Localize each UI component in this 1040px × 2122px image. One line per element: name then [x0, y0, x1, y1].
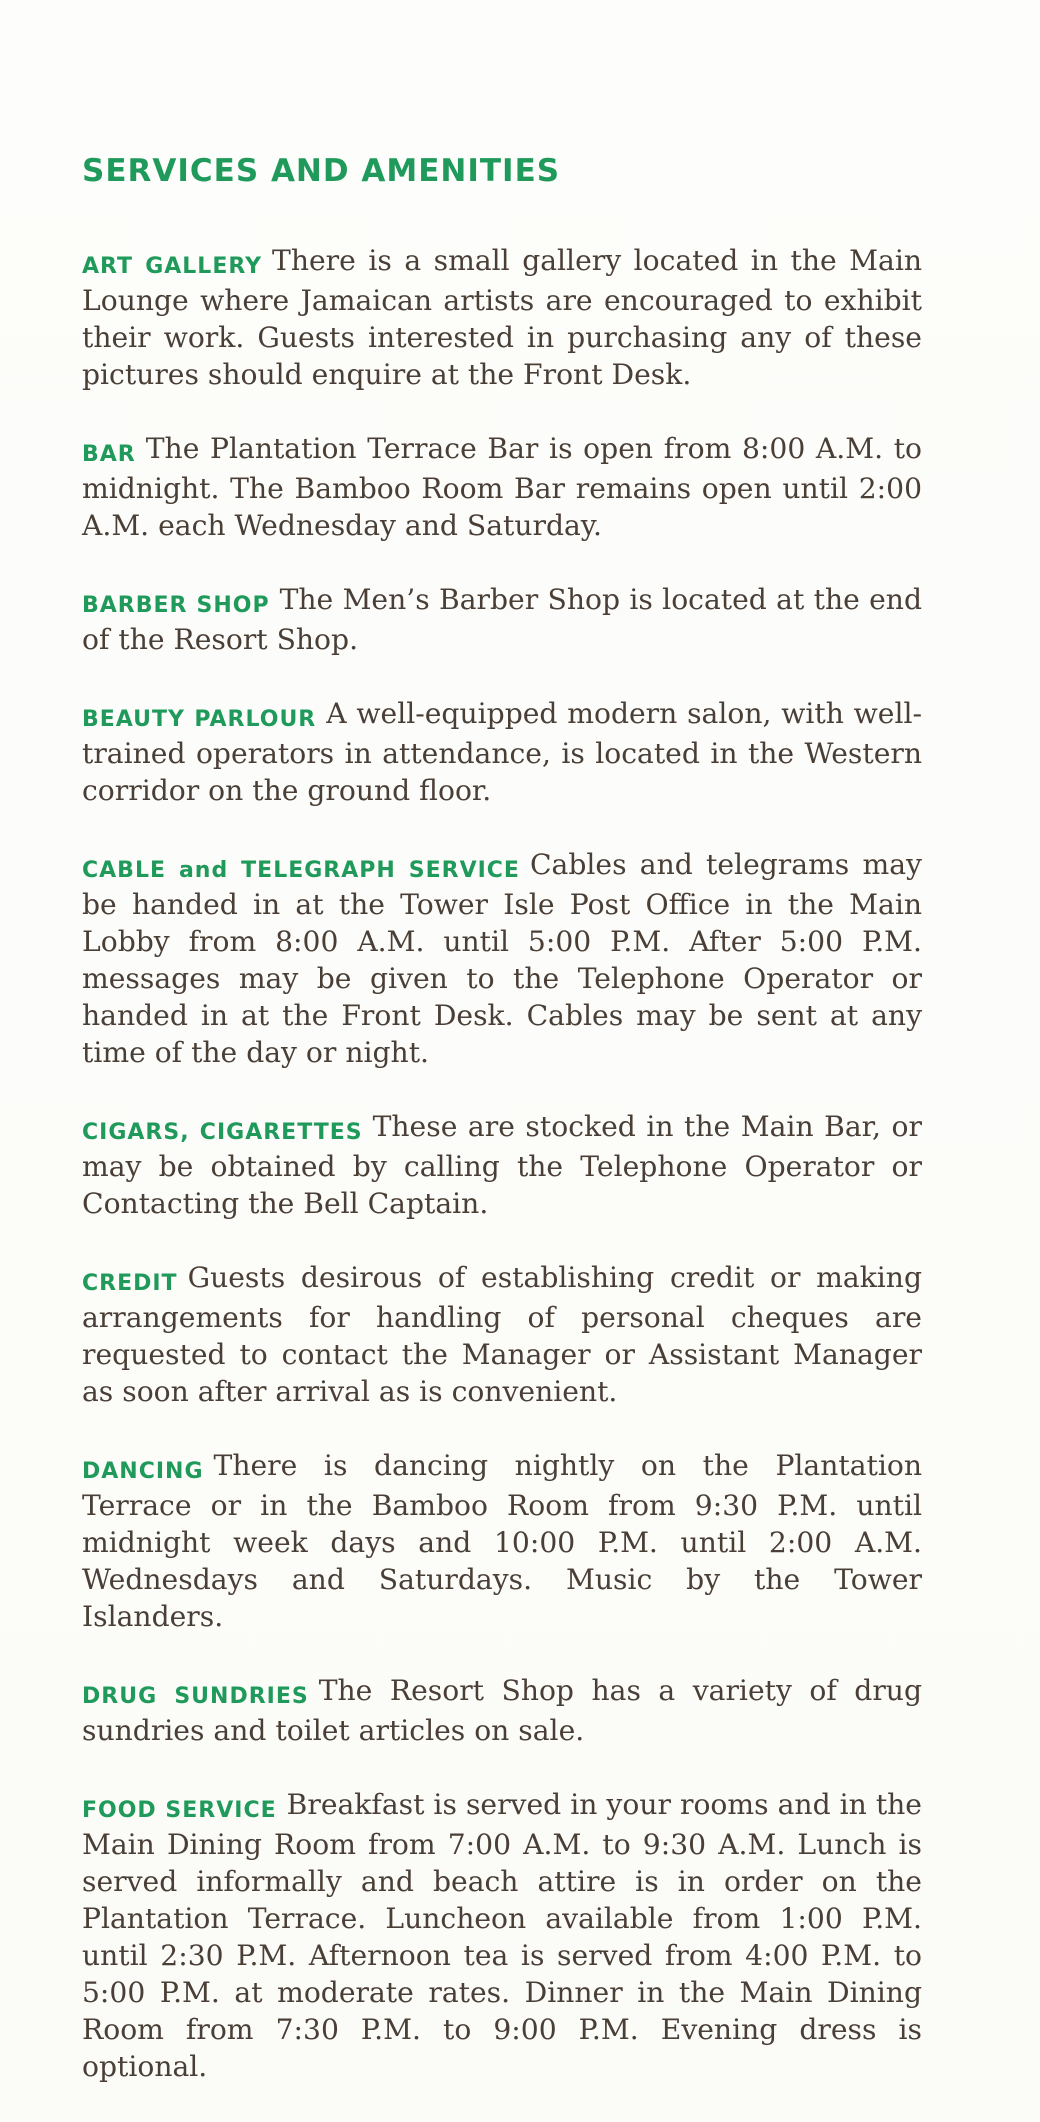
entry-text: A well-equipped modern salon, with well-trained operators in attendance, is located in the Western corridor on the ground floor. [82, 697, 922, 807]
entry-bar [82, 430, 922, 544]
entry-text: Breakfast is served in your rooms and in the Main Dining Room from 7:00 A.M. to 9:30 A.M. Lunch is served informally and beach attire is in order on the Plantation Terrace. Luncheon available from 1:00 P.M. until 2:30 P.M. Afternoon tea is served from 4:00 P.M. to 5:00 P.M. at moderate rates. Dinner in the Main Dining Room from 7:30 P.M. to 9:00 P.M. Evening dress is optional. [82, 1788, 922, 2083]
entry-text: There is dancing nightly on the Plantation Terrace or in the Bamboo Room from 9:30 P.M. until midnight week days and 10:00 P.M. until 2:00 A.M. Wednesdays and Saturdays. Music by the Tower Islanders. [82, 1449, 922, 1633]
page-content [82, 152, 922, 2122]
entry-text: These are stocked in the Main Bar, or may be obtained by calling the Telephone Operator or Contacting the Bell Captain. [82, 1110, 922, 1220]
entry-label: CABLE and TELEGRAPH SERVICE [82, 858, 520, 883]
entry-art-gallery [82, 242, 922, 393]
entry-label: CIGARS, CIGARETTES [82, 1120, 363, 1145]
entry-barber-shop [82, 581, 922, 658]
entry-text: Guests desirous of establishing credit or making arrangements for handling of personal cheques are requested to contact the Manager or Assistant Manager as soon after arrival as is convenient. [82, 1261, 922, 1408]
entry-text: Cables and telegrams may be handed in at the Tower Isle Post Office in the Main Lobby from 8:00 A.M. until 5:00 P.M. After 5:00 P.M. messages may be given to the Telephone Operator or handed in at the Front Desk. Cables may be sent at any time of the day or night. [82, 848, 922, 1069]
entry-drug-sundries [82, 1672, 922, 1749]
entry-label: ART GALLERY [82, 254, 263, 279]
entry-text: The Men’s Barber Shop is located at the end of the Resort Shop. [82, 583, 922, 656]
entry-cable-telegraph [82, 846, 922, 1071]
entry-label: DRUG SUNDRIES [82, 1684, 309, 1709]
entry-text: There is a small gallery located in the Main Lounge where Jamaican artists are encouraged to exhibit their work. Guests interested in purchasing any of these pictures should enquire at the Front Desk. [82, 244, 923, 391]
entry-dancing [82, 1447, 922, 1635]
entry-beauty-parlour [82, 695, 922, 809]
entry-label: BEAUTY PARLOUR [82, 707, 317, 732]
entry-credit [82, 1259, 922, 1410]
entry-label: FOOD SERVICE [82, 1798, 277, 1823]
entry-label: DANCING [82, 1459, 204, 1484]
entry-food-service [82, 1786, 922, 2085]
entry-text: The Resort Shop has a variety of drug sundries and toilet articles on sale. [82, 1674, 922, 1747]
page-title: SERVICES AND AMENITIES [82, 153, 561, 189]
entry-text: The Plantation Terrace Bar is open from 8:00 A.M. to midnight. The Bamboo Room Bar remains open until 2:00 A.M. each Wednesday and Saturday. [82, 432, 922, 542]
entry-cigars-cigarettes [82, 1108, 922, 1222]
entry-label: CREDIT [82, 1271, 178, 1296]
entry-label: BARBER SHOP [82, 593, 270, 618]
entry-label: BAR [82, 442, 136, 467]
